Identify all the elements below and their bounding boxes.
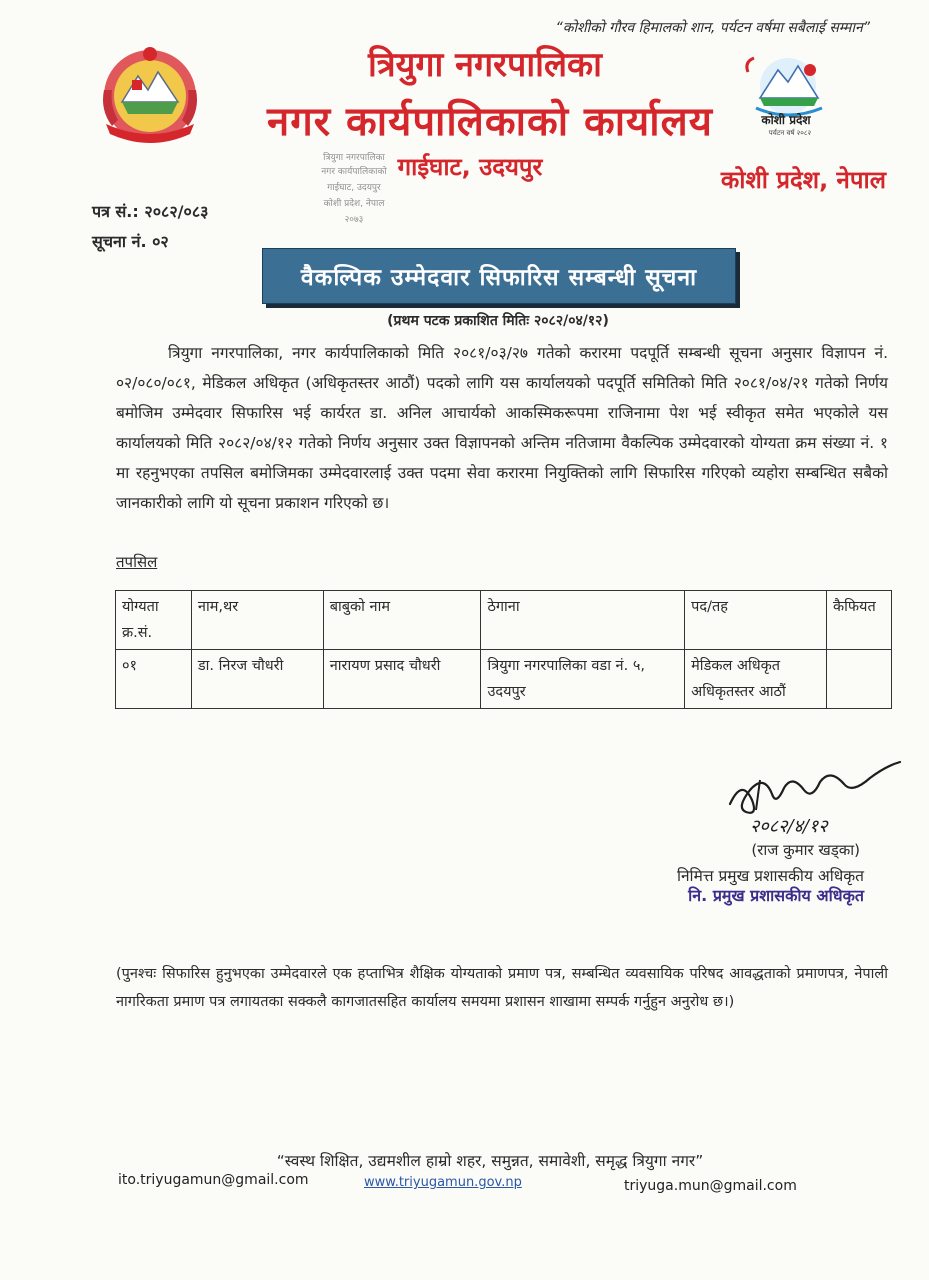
koshi-logo-text: कोशी प्रदेश (761, 113, 811, 127)
signer-post: निमित्त प्रमुख प्रशासकीय अधिकृत (676, 867, 864, 885)
office-stamp (300, 146, 408, 234)
cell-name: डा. निरज चौधरी (191, 650, 323, 709)
stamp-line: कोशी प्रदेश, नेपाल (323, 199, 385, 209)
candidate-table (115, 590, 892, 709)
header-slogan: “कोशीको गौरव हिमालको शान, पर्यटन वर्षमा सबैलाई सम्मान” (555, 20, 870, 36)
notice-title-box (262, 248, 736, 304)
cell-father: नारायण प्रसाद चौधरी (323, 650, 481, 709)
signature-date: २०८२/४/१२ (750, 816, 828, 837)
signer-post-stamp: नि. प्रमुख प्रशासकीय अधिकृत (688, 886, 864, 905)
province-name: कोशी प्रदेश, नेपाल (720, 166, 886, 194)
cell-address: त्रियुगा नगरपालिका वडा नं. ५, उदयपुर (481, 650, 685, 709)
header-name: नाम,थर (191, 591, 323, 650)
cell-rank: ०१ (116, 650, 192, 709)
nepal-emblem-icon (92, 40, 208, 148)
koshi-logo-subtext: पर्यटन वर्ष २०८२ (768, 129, 812, 137)
table-row (116, 650, 892, 709)
cell-post: मेडिकल अधिकृत अधिकृतस्तर आठौं (685, 650, 827, 709)
header-father: बाबुको नाम (323, 591, 481, 650)
office-location: गाईघाट, उदयपुर (397, 153, 543, 181)
table-caption: तपसिल (116, 553, 158, 571)
footer-email-left[interactable]: ito.triyugamun@gmail.com (118, 1172, 309, 1188)
footer-email-right[interactable]: triyuga.mun@gmail.com (624, 1178, 797, 1194)
notice-title: वैकल्पिक उम्मेदवार सिफारिस सम्बन्धी सूचना (300, 265, 698, 291)
footer-website-link[interactable]: www.triyugamun.gov.np (364, 1175, 522, 1190)
patra-label: पत्र सं.: (92, 202, 139, 221)
cell-remarks (826, 650, 891, 709)
suchana-value: ०२ (152, 232, 169, 251)
header-remarks: कैफियत (826, 591, 891, 650)
patra-value: २०८२/०८३ (144, 202, 209, 221)
header-post: पद/तह (685, 591, 827, 650)
letter-reference (92, 200, 208, 222)
stamp-line: त्रियुगा नगरपालिका (323, 153, 385, 163)
municipality-name: त्रियुगा नगरपालिका (368, 45, 602, 85)
stamp-line: २०७३ (344, 215, 364, 225)
stamp-line: गाईघाट, उदयपुर (327, 183, 381, 193)
header-address: ठेगाना (481, 591, 685, 650)
notice-number (92, 230, 169, 252)
header-rank: योग्यता क्र.सं. (116, 591, 192, 650)
stamp-line: नगर कार्यपालिकाको (321, 167, 387, 177)
office-name: नगर कार्यपालिकाको कार्यालय (267, 99, 713, 145)
published-date: (प्रथम पटक प्रकाशित मितिः २०८२/०४/१२) (387, 313, 609, 329)
table-header-row (116, 591, 892, 650)
footer-slogan: “स्वस्थ शिक्षित, उद्यमशील हाम्रो शहर, समुन्नत, समावेशी, समृद्ध त्रियुगा नगर” (276, 1152, 704, 1170)
suchana-label: सूचना नं. (92, 232, 147, 251)
signer-name: (राज कुमार खड्का) (751, 841, 860, 859)
footnote: (पुनश्चः सिफारिस हुनुभएका उम्मेदवारले एक हप्ताभित्र शैक्षिक योग्यताको प्रमाण पत्र, सम्बन्धित व्यवसायिक परिषद आवद्धताको प्रमाणपत्र, नेपाली नागरिकता प्रमाण पत्र लगायतका सक्कलै कागजातसहित कार्यालय समयमा प्रशासन शाखामा सम्पर्क गर्नुहुन अनुरोध छ।) (116, 966, 888, 1010)
signature (720, 760, 910, 840)
notice-body: त्रियुगा नगरपालिका, नगर कार्यपालिकाको मिति २०८१/०३/२७ गतेको करारमा पदपूर्ति सम्बन्धी सूचना अनुसार विज्ञापन नं. ०२/०८०/०८१, मेडिकल अधिकृत (अधिकृतस्तर आठौं) पदको लागि यस कार्यालयको पदपूर्ति समितिको मिति २०८१/०४/२१ गतेको निर्णय बमोजिम उम्मेदवार सिफारिस भई कार्यरत डा. अनिल आचार्यको आकस्मिकरूपमा राजिनामा पेश भई स्वीकृत समेत भएकोले यस कार्यालयको मिति २०८२/०४/१२ गतेको निर्णय अनुसार उक्त विज्ञापनको अन्तिम नतिजामा वैकल्पिक उम्मेदवारको योग्यता क्रम संख्या नं. १ मा रहनुभएका तपसिल बमोजिमका उम्मेदवारलाई उक्त पदमा सेवा करारमा नियुक्तिको लागि सिफारिस गरिएको व्यहोरा सम्बन्धित सबैको जानकारीको लागि यो सूचना प्रकाशन गरिएको छ। (116, 344, 888, 512)
